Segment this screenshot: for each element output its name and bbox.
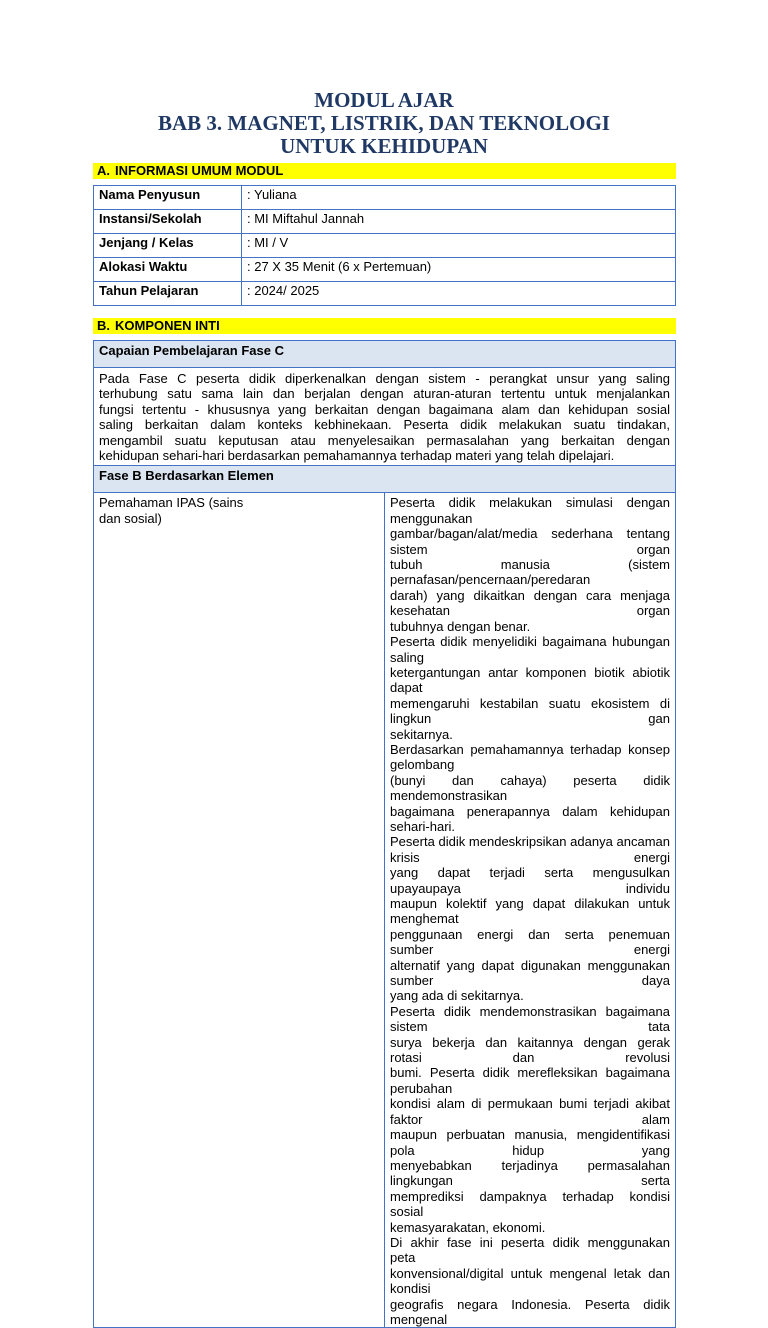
capaian-header: Capaian Pembelajaran Fase C (94, 341, 676, 368)
text-line: (bunyi dan cahaya) peserta didik mendemonstrasikan (390, 772, 670, 804)
text-line: yang ada di sekitarnya. (390, 988, 524, 1004)
info-row (94, 186, 676, 210)
text-line: Di akhir fase ini peserta didik menggunakan peta (390, 1234, 670, 1266)
text-line: maupun perbuatan manusia, mengidentifikasi pola hidup yang (390, 1127, 670, 1158)
text-line: Peserta didik mendemonstrasikan bagaimana sistem tata (390, 1003, 670, 1035)
text-line: fungsi tertentu - khususnya yang berkaitan dengan bagaimana alam dan kehidupan sosial (99, 401, 670, 417)
info-value: : Yuliana (242, 186, 676, 210)
element-paragraph (390, 1235, 670, 1327)
text-line: bagaimana penerapannya dalam kehidupan sehari-hari. (390, 803, 670, 834)
section-b-letter: B. (97, 318, 110, 333)
text-line: saling berkaitan dalam konteks kebhinekaan. Peserta didik melakukan suatu tindakan, (99, 417, 670, 433)
info-table (93, 185, 676, 306)
info-value: : MI Miftahul Jannah (242, 210, 676, 234)
text-line: terhubung satu sama lain dan berjalan dengan aturan-aturan tertentu untuk menjalankan (99, 386, 670, 402)
element-paragraph (390, 495, 670, 634)
text-line: penggunaan energi dan serta penemuan sumber energi (390, 926, 670, 958)
info-row (94, 210, 676, 234)
text-line: mengambil suatu keputusan atau menyelesaikan permasalahan yang berkaitan dengan (99, 432, 670, 448)
text-line: kondisi alam di permukaan bumi terjadi akibat faktor alam (390, 1096, 670, 1127)
section-a-letter: A. (97, 163, 110, 178)
element-paragraph (390, 634, 670, 742)
document-title (0, 89, 768, 158)
section-b-label: KOMPONEN INTI (115, 318, 220, 333)
text-line: memprediksi dampaknya terhadap kondisi sosial (390, 1188, 670, 1220)
text-line: ketergantungan antar komponen biotik abiotik dapat (390, 664, 670, 696)
text-line: surya bekerja dan kaitannya dengan gerak rotasi dan revolusi (390, 1034, 670, 1066)
text-line: memengaruhi kestabilan suatu ekosistem di lingkun gan (390, 695, 670, 727)
info-value: : 2024/ 2025 (242, 282, 676, 306)
text-line: bumi. Peserta didik merefleksikan bagaimana perubahan (390, 1065, 670, 1096)
element-name (94, 493, 385, 1328)
element-paragraph (390, 1004, 670, 1235)
element-paragraph (390, 742, 670, 1004)
fase-b-header: Fase B Berdasarkan Elemen (94, 466, 676, 493)
text-line: Peserta didik melakukan simulasi dengan menggunakan (390, 495, 670, 526)
title-line-2: BAB 3. MAGNET, LISTRIK, DAN TEKNOLOGI (158, 111, 610, 135)
info-row (94, 282, 676, 306)
text-line: Peserta didik menyelidiki bagaimana hubungan saling (390, 634, 670, 665)
text-line: konvensional/digital untuk mengenal letak dan kondisi (390, 1265, 670, 1297)
info-label: Nama Penyusun (94, 186, 242, 210)
info-label: Alokasi Waktu (94, 258, 242, 282)
text-line: Pada Fase C peserta didik diperkenalkan dengan sistem - perangkat unsur yang saling (99, 371, 670, 386)
text-line: tubuhnya dengan benar. (390, 618, 531, 634)
text-line: geografis negara Indonesia. Peserta didik mengenal (390, 1296, 670, 1327)
info-label: Jenjang / Kelas (94, 234, 242, 258)
text-line: sekitarnya. (390, 726, 453, 742)
text-line: dan sosial) (99, 510, 162, 526)
info-row (94, 258, 676, 282)
section-b-heading (93, 318, 676, 334)
info-label: Tahun Pelajaran (94, 282, 242, 306)
text-line: tubuh manusia (sistem pernafasan/pencernaan/peredaran (390, 557, 670, 588)
text-line: gambar/bagan/alat/media sederhana tentang sistem organ (390, 526, 670, 557)
komponen-table (93, 340, 676, 1328)
text-line: menyebabkan terjadinya permasalahan lingkungan serta (390, 1157, 670, 1189)
title-line-3: UNTUK KEHIDUPAN (280, 134, 488, 158)
text-line: Pemahaman IPAS (sains (99, 495, 244, 511)
info-label: Instansi/Sekolah (94, 210, 242, 234)
section-a-heading (93, 163, 676, 179)
text-line: kehidupan sehari-hari berdasarkan pemahamannya terhadap materi yang telah dipelajari. (99, 448, 615, 464)
info-value: : MI / V (242, 234, 676, 258)
text-line: yang dapat terjadi serta mengusulkan upayaupaya individu (390, 865, 670, 896)
text-line: Berdasarkan pemahamannya terhadap konsep gelombang (390, 741, 670, 773)
info-value: : 27 X 35 Menit (6 x Pertemuan) (242, 258, 676, 282)
title-line-1: MODUL AJAR (314, 88, 454, 112)
capaian-text (94, 368, 676, 466)
text-line: maupun kolektif yang dapat dilakukan untuk menghemat (390, 896, 670, 927)
info-row (94, 234, 676, 258)
element-description (385, 493, 676, 1328)
text-line: darah) yang dikaitkan dengan cara menjaga kesehatan organ (390, 587, 670, 619)
text-line: Peserta didik mendeskripsikan adanya ancaman krisis energi (390, 834, 670, 865)
text-line: kemasyarakatan, ekonomi. (390, 1219, 546, 1235)
section-a-label: INFORMASI UMUM MODUL (115, 163, 284, 178)
text-line: alternatif yang dapat digunakan menggunakan sumber daya (390, 957, 670, 989)
